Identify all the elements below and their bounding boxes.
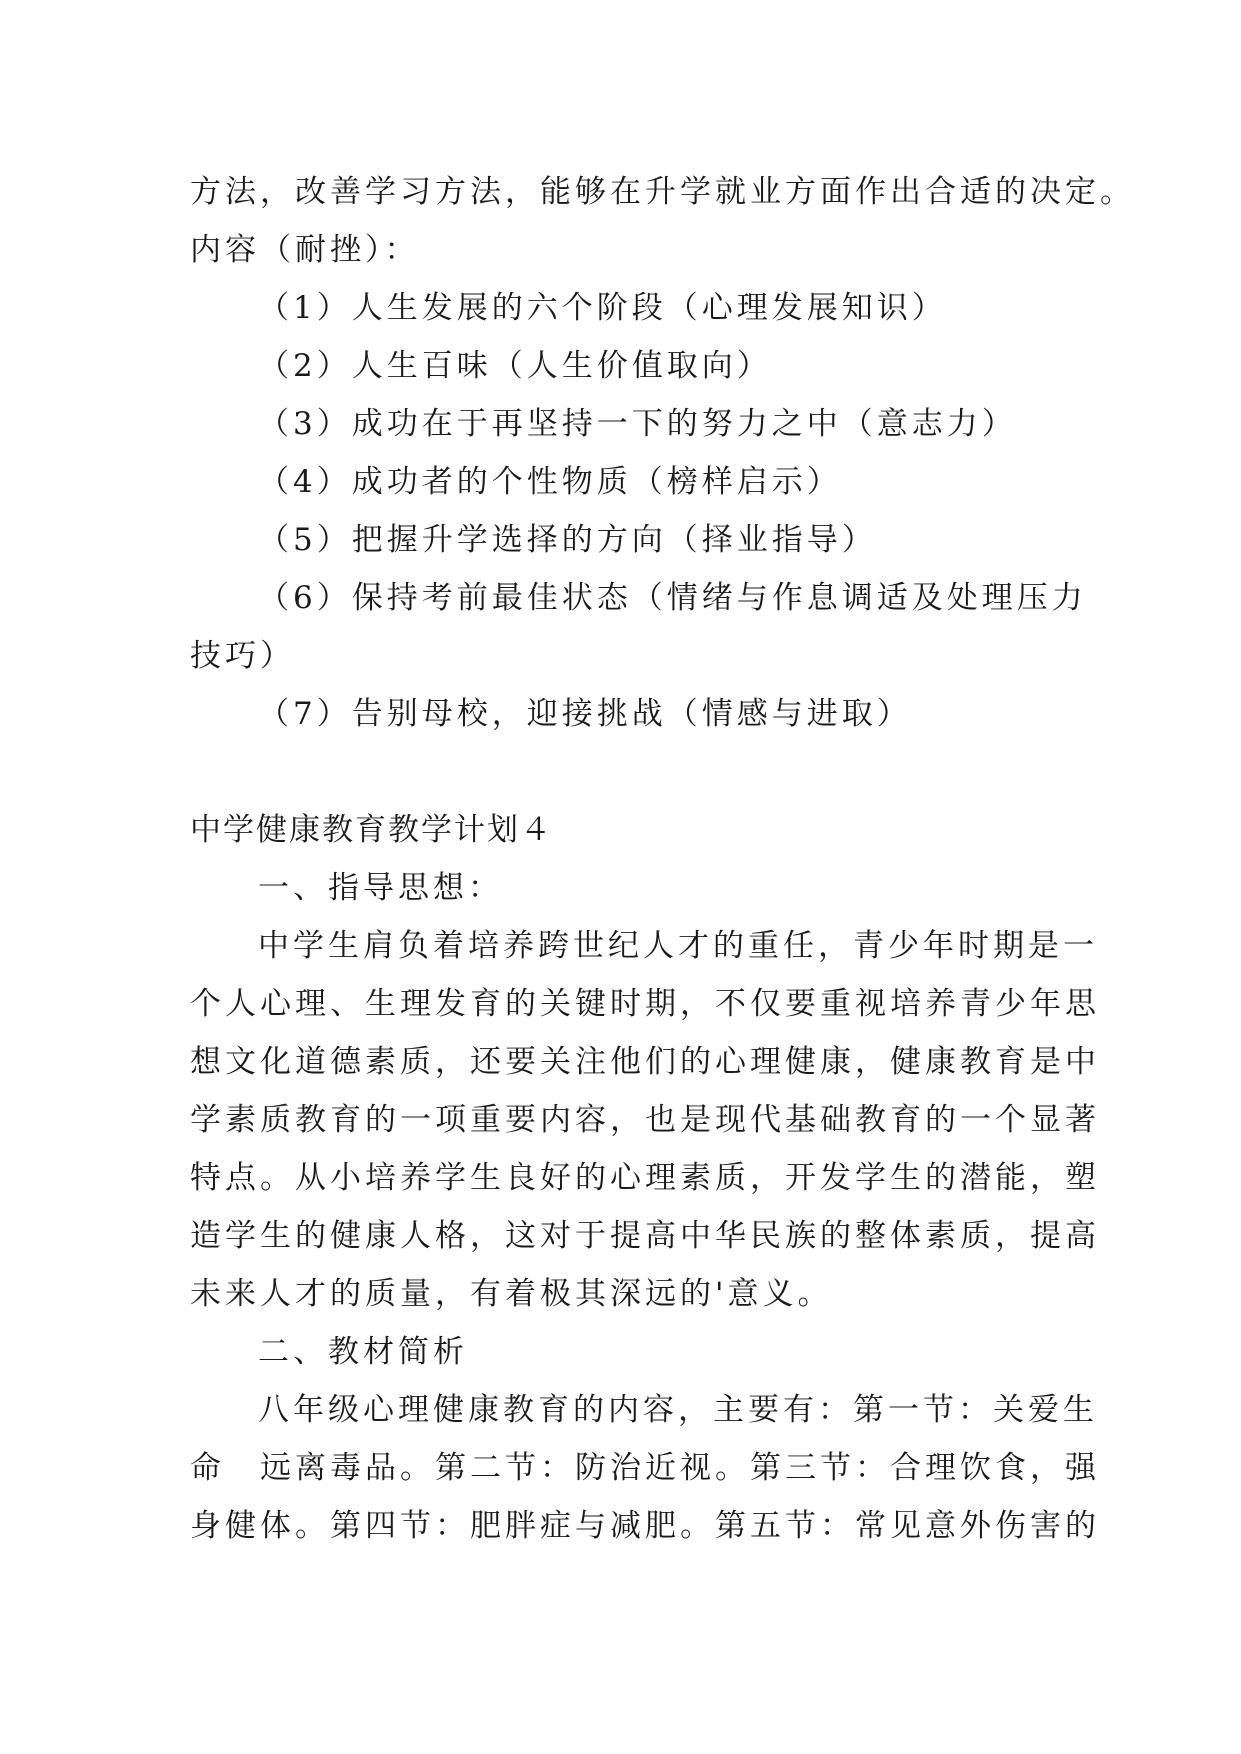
paragraph-line: 身健体。第四节：肥胖症与减肥。第五节：常见意外伤害的 bbox=[190, 1508, 1100, 1544]
paragraph-line: 特点。从小培养学生良好的心理素质，开发学生的潜能，塑 bbox=[190, 1160, 1100, 1196]
list-item: （2）人生百味（人生价值取向） bbox=[258, 348, 772, 384]
paragraph-line: 个人心理、生理发育的关键时期，不仅要重视培养青少年思 bbox=[190, 986, 1100, 1022]
list-item: （4）成功者的个性物质（榜样启示） bbox=[258, 464, 842, 500]
heading-guiding-ideas: 一、指导思想： bbox=[258, 870, 503, 906]
list-item: （3）成功在于再坚持一下的努力之中（意志力） bbox=[258, 406, 1017, 442]
paragraph-line: 学素质教育的一项重要内容，也是现代基础教育的一个显著 bbox=[190, 1102, 1100, 1138]
text-line: 方法，改善学习方法，能够在升学就业方面作出合适的决定。 bbox=[190, 174, 1135, 210]
list-item: （5）把握升学选择的方向（择业指导） bbox=[258, 522, 877, 558]
paragraph-line: 造学生的健康人格，这对于提高中华民族的整体素质，提高 bbox=[190, 1218, 1100, 1254]
paragraph-line: 命 远离毒品。第二节：防治近视。第三节：合理饮食，强 bbox=[190, 1450, 1100, 1486]
paragraph-line: 想文化道德素质，还要关注他们的心理健康，健康教育是中 bbox=[190, 1044, 1100, 1080]
heading-textbook-analysis: 二、教材简析 bbox=[258, 1334, 468, 1370]
paragraph-line: 未来人才的质量，有着极其深远的'意义。 bbox=[190, 1276, 833, 1312]
section-gap bbox=[190, 743, 1060, 801]
paragraph-line: 中学生肩负着培养跨世纪人才的重任，青少年时期是一 bbox=[258, 928, 1098, 964]
list-item-continuation: 技巧） bbox=[190, 638, 295, 674]
list-item: （6）保持考前最佳状态（情绪与作息调适及处理压力 bbox=[258, 580, 1087, 616]
paragraph-line: 八年级心理健康教育的内容，主要有：第一节：关爱生 bbox=[258, 1392, 1098, 1428]
list-item: （1）人生发展的六个阶段（心理发展知识） bbox=[258, 290, 947, 326]
text-line: 内容（耐挫）： bbox=[190, 232, 420, 268]
document-body bbox=[190, 163, 1135, 1555]
list-item: （7）告别母校，迎接挑战（情感与进取） bbox=[258, 696, 912, 732]
section-title: 中学健康教育教学计划４ bbox=[190, 812, 553, 848]
